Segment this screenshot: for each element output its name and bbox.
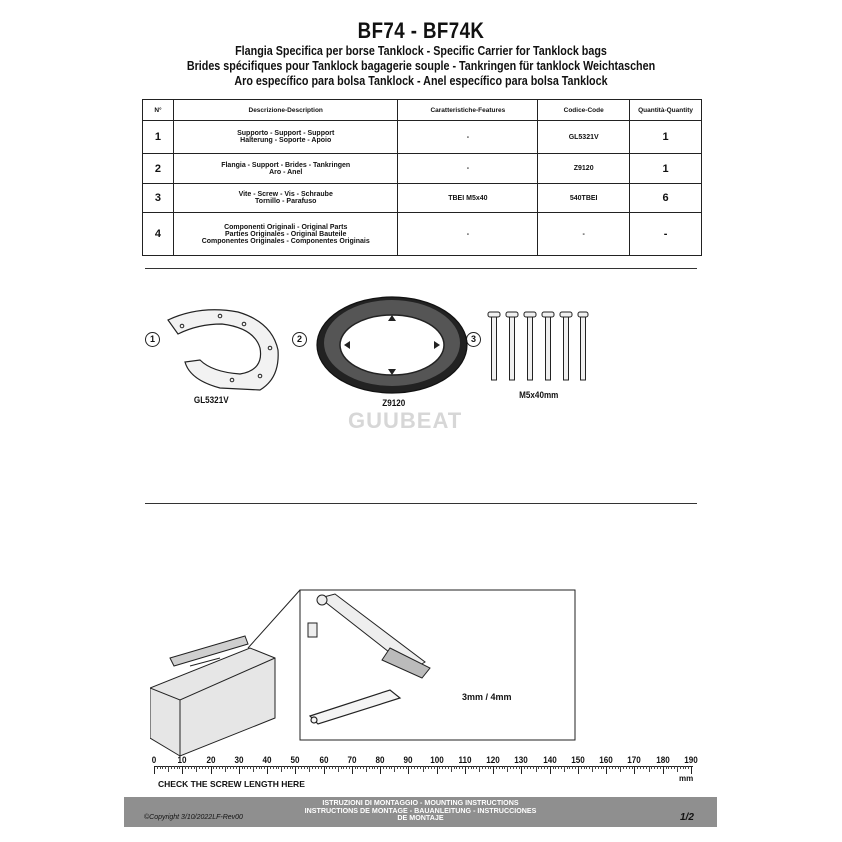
- ruler-minor-tick: [157, 766, 158, 769]
- ruler-minor-tick: [423, 766, 424, 772]
- ruler-tick-label: 0: [151, 755, 157, 765]
- ruler-minor-tick: [420, 766, 421, 769]
- callout-2: 2: [292, 332, 307, 347]
- ruler-minor-tick: [386, 766, 387, 769]
- ruler-minor-tick: [688, 766, 689, 769]
- ruler-minor-tick: [445, 766, 446, 769]
- ruler-minor-tick: [374, 766, 375, 769]
- description-line: Halterung - Soporte - Apoio: [240, 137, 332, 144]
- ruler-minor-tick: [315, 766, 316, 769]
- ruler-minor-tick: [471, 766, 472, 769]
- ruler-minor-tick: [533, 766, 534, 769]
- ruler-minor-tick: [250, 766, 251, 769]
- ruler-minor-tick: [179, 766, 180, 769]
- ruler-minor-tick: [555, 766, 556, 769]
- ruler-minor-tick: [233, 766, 234, 769]
- ruler-minor-tick: [343, 766, 344, 769]
- ruler-minor-tick: [683, 766, 684, 769]
- ruler-tick-label: 50: [290, 755, 300, 765]
- description-line: Tornillo - Parafuso: [255, 198, 317, 205]
- ruler-minor-tick: [318, 766, 319, 769]
- ruler-tick-label: 150: [571, 755, 585, 765]
- parts-table: [142, 99, 702, 256]
- ruler-minor-tick: [270, 766, 271, 769]
- row-quantity: 1: [630, 154, 702, 184]
- ruler-minor-tick: [581, 766, 582, 769]
- ruler-minor-tick: [666, 766, 667, 769]
- ruler-minor-tick: [685, 766, 686, 769]
- ruler-minor-tick: [391, 766, 392, 769]
- ruler-minor-tick: [547, 766, 548, 769]
- ruler-minor-tick: [236, 766, 237, 769]
- ruler-minor-tick: [194, 766, 195, 769]
- row-quantity: 1: [630, 121, 702, 154]
- ruler-minor-tick: [499, 766, 500, 769]
- header-n: N°: [143, 100, 174, 121]
- ruler-minor-tick: [389, 766, 390, 769]
- ruler-minor-tick: [530, 766, 531, 769]
- ruler-tick: [380, 766, 381, 774]
- ruler-minor-tick: [216, 766, 217, 769]
- ruler-tick: [550, 766, 551, 774]
- tool-size-label: 3mm / 4mm: [462, 692, 512, 702]
- ruler-tick-label: 140: [542, 755, 557, 765]
- ruler-tick-label: 10: [177, 755, 187, 765]
- description-line: Vite - Screw - Vis - Schraube: [238, 191, 333, 198]
- footer-line-1: ISTRUZIONI DI MONTAGGIO - MOUNTING INSTRUCTIONS: [322, 798, 519, 807]
- row-quantity: 6: [630, 184, 702, 213]
- ruler-minor-tick: [456, 766, 457, 769]
- ruler-tick-label: 30: [234, 755, 244, 765]
- header-code: Codice-Code: [538, 100, 630, 121]
- ruler-minor-tick: [369, 766, 370, 769]
- header-description: Descrizione-Description: [173, 100, 398, 121]
- ruler-tick: [465, 766, 466, 774]
- ruler-tick-label: 110: [458, 755, 472, 765]
- table-header-row: [143, 100, 702, 121]
- ruler-tick-label: 70: [347, 755, 357, 765]
- ruler-minor-tick: [589, 766, 590, 769]
- ruler-minor-tick: [448, 766, 449, 769]
- ruler-minor-tick: [264, 766, 265, 769]
- ruler-minor-tick: [205, 766, 206, 769]
- ruler-minor-tick: [623, 766, 624, 769]
- row-description: [173, 184, 398, 213]
- description-line: Parties Originales - Original Bauteile: [225, 230, 347, 238]
- row-features: -: [398, 121, 538, 154]
- ruler-tick-label: 120: [486, 755, 500, 765]
- ruler-minor-tick: [256, 766, 257, 769]
- ruler-minor-tick: [321, 766, 322, 769]
- table-row: [143, 213, 702, 256]
- header-quantity: Quantità-Quantity: [630, 100, 702, 121]
- ruler-minor-tick: [668, 766, 669, 769]
- ruler-minor-tick: [618, 766, 619, 769]
- ruler-minor-tick: [454, 766, 455, 769]
- description-line: Aro - Anel: [269, 168, 303, 176]
- ruler-tick-label: 20: [206, 755, 216, 765]
- divider-top: [145, 268, 697, 269]
- footer-line-3: DE MONTAJE: [397, 813, 444, 822]
- ruler-minor-tick: [284, 766, 285, 769]
- ruler-minor-tick: [312, 766, 313, 769]
- ruler-minor-tick: [397, 766, 398, 769]
- ruler-tick: [267, 766, 268, 774]
- ruler-tick: [408, 766, 409, 774]
- ruler-minor-tick: [592, 766, 593, 772]
- ruler-minor-tick: [199, 766, 200, 769]
- ruler-minor-tick: [660, 766, 661, 769]
- ruler-minor-tick: [222, 766, 223, 769]
- ruler-minor-tick: [307, 766, 308, 769]
- ruler-minor-tick: [479, 766, 480, 772]
- description-line: Supporto - Support - Support: [237, 130, 335, 137]
- ruler-minor-tick: [196, 766, 197, 772]
- ruler-minor-tick: [516, 766, 517, 769]
- ruler-minor-tick: [349, 766, 350, 769]
- ruler-minor-tick: [609, 766, 610, 769]
- page-number: 1/2: [680, 812, 694, 823]
- description-line: Componenti Originali - Original Parts: [224, 223, 348, 231]
- ruler-minor-tick: [191, 766, 192, 769]
- ruler-minor-tick: [544, 766, 545, 769]
- ruler-minor-tick: [278, 766, 279, 769]
- ruler-minor-tick: [680, 766, 681, 769]
- ruler-minor-tick: [247, 766, 248, 769]
- ruler-minor-tick: [538, 766, 539, 769]
- ruler-minor-tick: [629, 766, 630, 769]
- ruler-minor-tick: [357, 766, 358, 769]
- part-label-m5x40: M5x40mm: [519, 390, 559, 400]
- ruler-minor-tick: [595, 766, 596, 769]
- subtitle-line-1: Flangia Specifica per borse Tanklock - Specific Carrier for Tanklock bags: [235, 44, 607, 58]
- document-title: BF74 - BF74K: [357, 18, 485, 43]
- screws-illustration: [484, 310, 589, 385]
- ruler-tick-label: 80: [375, 755, 385, 765]
- tank-flange-illustration: [312, 293, 472, 398]
- ruler-tick-label: 130: [514, 755, 529, 765]
- ruler-minor-tick: [496, 766, 497, 769]
- ruler-tick: [211, 766, 212, 774]
- ruler-minor-tick: [553, 766, 554, 769]
- ruler-minor-tick: [253, 766, 254, 772]
- ruler-minor-tick: [564, 766, 565, 772]
- ruler-minor-tick: [290, 766, 291, 769]
- ruler-minor-tick: [428, 766, 429, 769]
- ruler-minor-tick: [185, 766, 186, 769]
- row-description: [173, 154, 398, 184]
- ruler-tick-label: 170: [627, 755, 642, 765]
- subtitle-line-2: Brides spécifiques pour Tanklock bagagerie souple - Tankringen für tanklock Weichtaschen: [186, 59, 656, 73]
- ruler-minor-tick: [160, 766, 161, 769]
- ruler-minor-tick: [462, 766, 463, 769]
- row-features: -: [398, 154, 538, 184]
- ruler-minor-tick: [507, 766, 508, 772]
- ruler-minor-tick: [281, 766, 282, 772]
- ruler-tick: [182, 766, 183, 774]
- row-code: GL5321V: [538, 121, 630, 154]
- ruler-caption: CHECK THE SCREW LENGTH HERE: [158, 779, 305, 789]
- ruler-minor-tick: [654, 766, 655, 769]
- table-row: [143, 121, 702, 154]
- ruler-minor-tick: [598, 766, 599, 769]
- ruler-tick: [239, 766, 240, 774]
- ruler-minor-tick: [338, 766, 339, 772]
- ruler-minor-tick: [287, 766, 288, 769]
- ruler-minor-tick: [165, 766, 166, 769]
- ruler-minor-tick: [406, 766, 407, 769]
- ruler-minor-tick: [558, 766, 559, 769]
- ruler-tick-label: 190: [684, 755, 698, 765]
- ruler-minor-tick: [304, 766, 305, 769]
- ruler-minor-tick: [335, 766, 336, 769]
- ruler-minor-tick: [567, 766, 568, 769]
- ruler-tick-label: 90: [403, 755, 413, 765]
- ruler-tick: [663, 766, 664, 774]
- ruler-minor-tick: [674, 766, 675, 769]
- ruler-minor-tick: [366, 766, 367, 772]
- row-number: 4: [143, 213, 174, 256]
- support-bracket-illustration: [160, 300, 285, 395]
- ruler-minor-tick: [584, 766, 585, 769]
- ruler-minor-tick: [244, 766, 245, 769]
- row-code: 540TBEI: [538, 184, 630, 213]
- ruler-minor-tick: [301, 766, 302, 769]
- ruler-minor-tick: [188, 766, 189, 769]
- ruler-tick-label: 180: [655, 755, 670, 765]
- row-number: 1: [143, 121, 174, 154]
- ruler-tick-label: 40: [262, 755, 272, 765]
- ruler-minor-tick: [620, 766, 621, 772]
- ruler-minor-tick: [411, 766, 412, 769]
- ruler-tick-label: 160: [599, 755, 613, 765]
- row-quantity: -: [630, 213, 702, 256]
- ruler-minor-tick: [346, 766, 347, 769]
- ruler-minor-tick: [541, 766, 542, 769]
- ruler-minor-tick: [482, 766, 483, 769]
- ruler-minor-tick: [230, 766, 231, 769]
- ruler-tick: [521, 766, 522, 774]
- ruler-minor-tick: [601, 766, 602, 769]
- ruler-minor-tick: [586, 766, 587, 769]
- ruler-minor-tick: [309, 766, 310, 772]
- callout-3: 3: [466, 332, 481, 347]
- ruler-minor-tick: [225, 766, 226, 772]
- ruler-minor-tick: [341, 766, 342, 769]
- tools-illustration: [150, 588, 580, 758]
- ruler-minor-tick: [646, 766, 647, 769]
- ruler-minor-tick: [640, 766, 641, 769]
- footer-bar: [124, 797, 717, 827]
- subtitle-line-3: Aro específico para bolsa Tanklock - Anel específico para bolsa Tanklock: [234, 74, 608, 88]
- table-row: [143, 154, 702, 184]
- row-features: -: [398, 213, 538, 256]
- ruler-minor-tick: [485, 766, 486, 769]
- ruler-minor-tick: [168, 766, 169, 772]
- ruler-minor-tick: [473, 766, 474, 769]
- divider-middle: [145, 503, 697, 504]
- row-code: Z9120: [538, 154, 630, 184]
- ruler-minor-tick: [219, 766, 220, 769]
- row-code: -: [538, 213, 630, 256]
- ruler-tick: [154, 766, 155, 774]
- ruler-minor-tick: [202, 766, 203, 769]
- ruler-tick: [578, 766, 579, 774]
- ruler-minor-tick: [403, 766, 404, 769]
- ruler-minor-tick: [425, 766, 426, 769]
- ruler-tick: [634, 766, 635, 774]
- ruler-minor-tick: [536, 766, 537, 772]
- ruler-minor-tick: [417, 766, 418, 769]
- ruler-tick-label: 100: [429, 755, 444, 765]
- ruler-minor-tick: [332, 766, 333, 769]
- ruler-minor-tick: [400, 766, 401, 769]
- ruler-minor-tick: [637, 766, 638, 769]
- row-number: 3: [143, 184, 174, 213]
- ruler-minor-tick: [459, 766, 460, 769]
- ruler-minor-tick: [468, 766, 469, 769]
- ruler-tick: [493, 766, 494, 774]
- ruler-minor-tick: [377, 766, 378, 769]
- ruler-minor-tick: [329, 766, 330, 769]
- description-line: Componentes Originales - Componentes Originais: [201, 237, 370, 245]
- ruler-minor-tick: [261, 766, 262, 769]
- ruler-minor-tick: [513, 766, 514, 769]
- row-features: TBEI M5x40: [398, 184, 538, 213]
- ruler-minor-tick: [213, 766, 214, 769]
- ruler-minor-tick: [643, 766, 644, 769]
- ruler-minor-tick: [383, 766, 384, 769]
- ruler-minor-tick: [612, 766, 613, 769]
- ruler-minor-tick: [171, 766, 172, 769]
- ruler-minor-tick: [677, 766, 678, 772]
- row-number: 2: [143, 154, 174, 184]
- callout-1: 1: [145, 332, 160, 347]
- part-label-gl5321v: GL5321V: [193, 395, 229, 405]
- ruler-minor-tick: [524, 766, 525, 769]
- header-features: Caratteristiche-Features: [398, 100, 538, 121]
- ruler-minor-tick: [355, 766, 356, 769]
- ruler-minor-tick: [519, 766, 520, 769]
- ruler-minor-tick: [671, 766, 672, 769]
- ruler-minor-tick: [569, 766, 570, 769]
- ruler-minor-tick: [504, 766, 505, 769]
- watermark: GUUBEAT: [348, 408, 463, 433]
- ruler-tick: [606, 766, 607, 774]
- ruler-minor-tick: [651, 766, 652, 769]
- ruler-minor-tick: [360, 766, 361, 769]
- ruler-minor-tick: [476, 766, 477, 769]
- allen-key-icon: [310, 690, 400, 724]
- ruler-minor-tick: [177, 766, 178, 769]
- ruler-minor-tick: [488, 766, 489, 769]
- ruler-minor-tick: [259, 766, 260, 769]
- row-description: [173, 121, 398, 154]
- ruler-minor-tick: [242, 766, 243, 769]
- ruler-minor-tick: [649, 766, 650, 772]
- row-description: [173, 213, 398, 256]
- ruler-minor-tick: [363, 766, 364, 769]
- footer-line-2: INSTRUCTIONS DE MONTAGE - BAUANLEITUNG - INSTRUCCIONES: [304, 805, 537, 815]
- ruler-minor-tick: [572, 766, 573, 769]
- ruler-minor-tick: [626, 766, 627, 769]
- ruler-minor-tick: [490, 766, 491, 769]
- description-line: Flangia - Support - Brides - Tankringen: [221, 161, 351, 169]
- ruler-minor-tick: [372, 766, 373, 769]
- ruler-tick: [437, 766, 438, 774]
- ruler-minor-tick: [298, 766, 299, 769]
- ruler-tick-label: 60: [319, 755, 329, 765]
- ruler-minor-tick: [208, 766, 209, 769]
- ruler-minor-tick: [439, 766, 440, 769]
- ruler-tick: [295, 766, 296, 774]
- ruler-minor-tick: [227, 766, 228, 769]
- toolbox-icon: [150, 636, 275, 756]
- ruler-unit: mm: [679, 774, 694, 783]
- ruler-minor-tick: [575, 766, 576, 769]
- ruler-minor-tick: [615, 766, 616, 769]
- ruler-minor-tick: [431, 766, 432, 769]
- ruler-minor-tick: [326, 766, 327, 769]
- ruler-minor-tick: [527, 766, 528, 769]
- ruler-minor-tick: [657, 766, 658, 769]
- part-label-z9120: Z9120: [382, 398, 406, 408]
- ruler-minor-tick: [174, 766, 175, 769]
- copyright: ©Copyright 3/10/2022LF-Rev00: [144, 814, 243, 821]
- ruler-tick: [352, 766, 353, 774]
- ruler-minor-tick: [394, 766, 395, 772]
- ruler-tick: [324, 766, 325, 774]
- ruler-minor-tick: [414, 766, 415, 769]
- ruler-minor-tick: [442, 766, 443, 769]
- ruler-minor-tick: [162, 766, 163, 769]
- ruler-minor-tick: [276, 766, 277, 769]
- table-row: [143, 184, 702, 213]
- ruler-minor-tick: [603, 766, 604, 769]
- ruler-minor-tick: [434, 766, 435, 769]
- ruler-minor-tick: [561, 766, 562, 769]
- ruler-minor-tick: [273, 766, 274, 769]
- ruler-minor-tick: [632, 766, 633, 769]
- ruler-minor-tick: [292, 766, 293, 769]
- ruler-minor-tick: [451, 766, 452, 772]
- ruler-minor-tick: [510, 766, 511, 769]
- ruler-tick: [691, 766, 692, 774]
- ruler-minor-tick: [502, 766, 503, 769]
- torque-wrench-icon: [308, 594, 430, 678]
